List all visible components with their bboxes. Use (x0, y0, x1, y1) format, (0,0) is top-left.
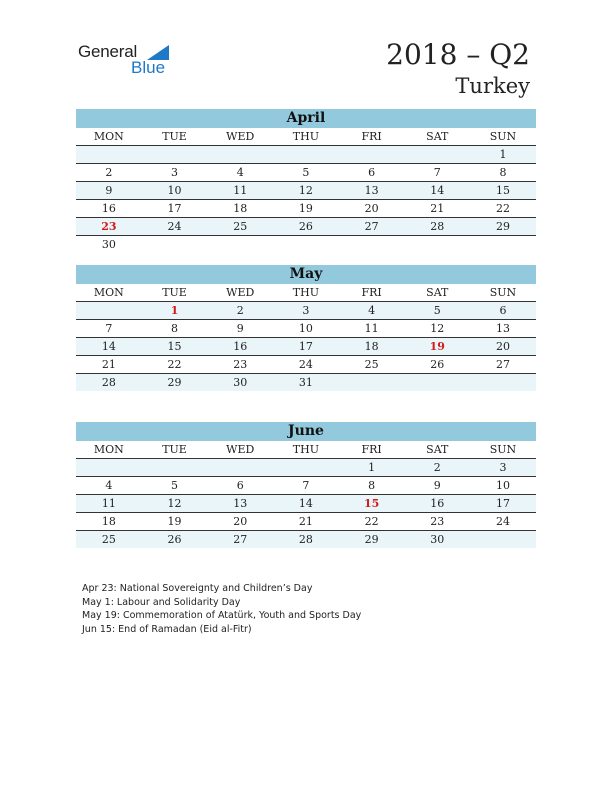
day-cell: 20 (495, 340, 510, 353)
day-cell: 23 (101, 220, 117, 233)
empty-day-cell (339, 236, 405, 253)
day-cell: 3 (171, 166, 179, 179)
day-cell: 15 (167, 340, 182, 353)
weekday-label: WED (226, 286, 255, 299)
brand-logo (78, 42, 178, 82)
day-cell: 11 (233, 184, 248, 197)
holiday-note: May 19: Commemoration of Atatürk, Youth and Sports Day (82, 610, 362, 621)
weekday-header-row (76, 441, 536, 459)
day-cell: 24 (167, 220, 182, 233)
day-cell: 15 (363, 497, 380, 510)
day-cell: 3 (302, 304, 310, 317)
day-cell: 3 (499, 461, 507, 474)
empty-day-cell (339, 146, 405, 163)
day-cell: 16 (233, 340, 248, 353)
day-cell: 14 (101, 340, 116, 353)
empty-day-cell (470, 236, 536, 253)
weekday-label: SUN (489, 130, 517, 143)
day-cell: 27 (495, 358, 510, 371)
day-cell: 17 (495, 497, 510, 510)
day-cell: 27 (233, 533, 248, 546)
day-cell: 7 (302, 479, 310, 492)
day-cell: 9 (433, 479, 441, 492)
weekday-label: FRI (361, 286, 382, 299)
day-cell: 4 (105, 479, 113, 492)
month-april (76, 109, 536, 253)
day-cell: 26 (167, 533, 182, 546)
empty-day-cell (339, 374, 405, 391)
day-cell: 10 (167, 184, 182, 197)
empty-day-cell (142, 146, 208, 163)
day-cell: 1 (170, 304, 179, 317)
week-row (76, 495, 536, 513)
holiday-notes (82, 582, 361, 636)
holiday-note: Jun 15: End of Ramadan (Eid al-Fitr) (82, 623, 252, 635)
weekday-label: TUE (162, 443, 187, 456)
day-cell: 5 (302, 166, 310, 179)
day-cell: 9 (236, 322, 244, 335)
day-cell: 18 (364, 340, 379, 353)
month-header: May (76, 265, 536, 284)
day-cell: 1 (499, 148, 507, 161)
weekday-label: TUE (162, 286, 187, 299)
day-cell: 24 (298, 358, 313, 371)
day-cell: 16 (101, 202, 116, 215)
weekday-label: SUN (489, 286, 517, 299)
day-cell: 23 (430, 515, 445, 528)
day-cell: 15 (495, 184, 510, 197)
day-cell: 26 (430, 358, 445, 371)
weekday-label: WED (226, 443, 255, 456)
day-cell: 28 (298, 533, 313, 546)
week-row (76, 477, 536, 495)
empty-day-cell (273, 146, 339, 163)
empty-day-cell (404, 146, 470, 163)
day-cell: 4 (368, 304, 376, 317)
day-cell: 14 (430, 184, 445, 197)
day-cell: 12 (430, 322, 445, 335)
brand-general-text: General (78, 42, 138, 61)
weekday-label: FRI (361, 130, 382, 143)
day-cell: 13 (495, 322, 510, 335)
week-row (76, 338, 536, 356)
weekday-label: FRI (361, 443, 382, 456)
empty-day-cell (207, 459, 273, 476)
week-row (76, 356, 536, 374)
day-cell: 18 (233, 202, 248, 215)
day-cell: 4 (236, 166, 244, 179)
empty-day-cell (207, 146, 273, 163)
empty-day-cell (142, 236, 208, 253)
day-cell: 1 (368, 461, 376, 474)
weekday-label: THU (292, 443, 319, 456)
day-cell: 19 (167, 515, 182, 528)
empty-day-cell (404, 236, 470, 253)
day-cell: 11 (101, 497, 116, 510)
weekday-label: THU (292, 130, 319, 143)
day-cell: 17 (298, 340, 313, 353)
day-cell: 8 (171, 322, 179, 335)
weekday-label: MON (93, 443, 124, 456)
day-cell: 30 (430, 533, 445, 546)
day-cell: 22 (495, 202, 510, 215)
empty-day-cell (404, 374, 470, 391)
day-cell: 18 (101, 515, 116, 528)
week-row (76, 182, 536, 200)
day-cell: 8 (499, 166, 507, 179)
day-cell: 5 (171, 479, 179, 492)
day-cell: 25 (233, 220, 248, 233)
day-cell: 30 (233, 376, 248, 389)
weekday-label: THU (292, 286, 319, 299)
day-cell: 25 (364, 358, 379, 371)
day-cell: 14 (298, 497, 313, 510)
weekday-label: WED (226, 130, 255, 143)
day-cell: 29 (495, 220, 510, 233)
day-cell: 28 (101, 376, 116, 389)
day-cell: 16 (430, 497, 445, 510)
day-cell: 21 (430, 202, 445, 215)
day-cell: 2 (433, 461, 441, 474)
day-cell: 29 (167, 376, 182, 389)
day-cell: 20 (233, 515, 248, 528)
day-cell: 27 (364, 220, 379, 233)
weekday-label: TUE (162, 130, 187, 143)
brand-blue-text: Blue (131, 58, 166, 77)
day-cell: 10 (495, 479, 510, 492)
day-cell: 24 (495, 515, 510, 528)
weekday-label: SAT (426, 443, 449, 456)
day-cell: 26 (298, 220, 313, 233)
day-cell: 7 (105, 322, 113, 335)
weekday-label: MON (93, 286, 124, 299)
day-cell: 28 (430, 220, 445, 233)
week-row (76, 146, 536, 164)
week-row (76, 374, 536, 391)
holiday-note: Apr 23: National Sovereignty and Children’s Day (82, 583, 313, 594)
empty-day-cell (76, 302, 142, 319)
day-cell: 13 (364, 184, 379, 197)
week-row (76, 459, 536, 477)
day-cell: 8 (368, 479, 376, 492)
empty-day-cell (470, 531, 536, 548)
day-cell: 6 (368, 166, 376, 179)
empty-day-cell (76, 459, 142, 476)
empty-day-cell (76, 146, 142, 163)
page-title: 2018 – Q2 (386, 38, 530, 71)
month-june (76, 422, 536, 548)
week-row (76, 513, 536, 531)
day-cell: 7 (433, 166, 441, 179)
day-cell: 22 (167, 358, 182, 371)
weekday-header-row (76, 284, 536, 302)
empty-day-cell (207, 236, 273, 253)
weekday-label: SUN (489, 443, 517, 456)
empty-day-cell (142, 459, 208, 476)
day-cell: 30 (101, 238, 116, 251)
weekday-label: SAT (426, 130, 449, 143)
holiday-note: May 1: Labour and Solidarity Day (82, 596, 241, 608)
empty-day-cell (273, 459, 339, 476)
week-row (76, 531, 536, 548)
week-row (76, 236, 536, 253)
month-header: April (76, 109, 536, 128)
day-cell: 20 (364, 202, 379, 215)
weekday-header-row (76, 128, 536, 146)
day-cell: 25 (101, 533, 116, 546)
day-cell: 5 (433, 304, 441, 317)
empty-day-cell (273, 236, 339, 253)
day-cell: 6 (499, 304, 507, 317)
week-row (76, 302, 536, 320)
day-cell: 13 (233, 497, 248, 510)
day-cell: 2 (236, 304, 244, 317)
day-cell: 17 (167, 202, 182, 215)
day-cell: 6 (236, 479, 244, 492)
day-cell: 19 (298, 202, 313, 215)
day-cell: 22 (364, 515, 379, 528)
week-row (76, 320, 536, 338)
day-cell: 11 (364, 322, 379, 335)
day-cell: 23 (233, 358, 248, 371)
month-may (76, 265, 536, 391)
week-row (76, 218, 536, 236)
day-cell: 21 (101, 358, 116, 371)
day-cell: 10 (298, 322, 313, 335)
day-cell: 2 (105, 166, 113, 179)
weekday-label: MON (93, 130, 124, 143)
day-cell: 12 (298, 184, 313, 197)
month-header: June (76, 422, 536, 441)
day-cell: 31 (298, 376, 313, 389)
day-cell: 9 (105, 184, 113, 197)
weekday-label: SAT (426, 286, 449, 299)
day-cell: 29 (364, 533, 379, 546)
country-name: Turkey (455, 74, 530, 98)
day-cell: 19 (429, 340, 445, 353)
day-cell: 21 (298, 515, 313, 528)
week-row (76, 164, 536, 182)
empty-day-cell (470, 374, 536, 391)
week-row (76, 200, 536, 218)
day-cell: 12 (167, 497, 182, 510)
